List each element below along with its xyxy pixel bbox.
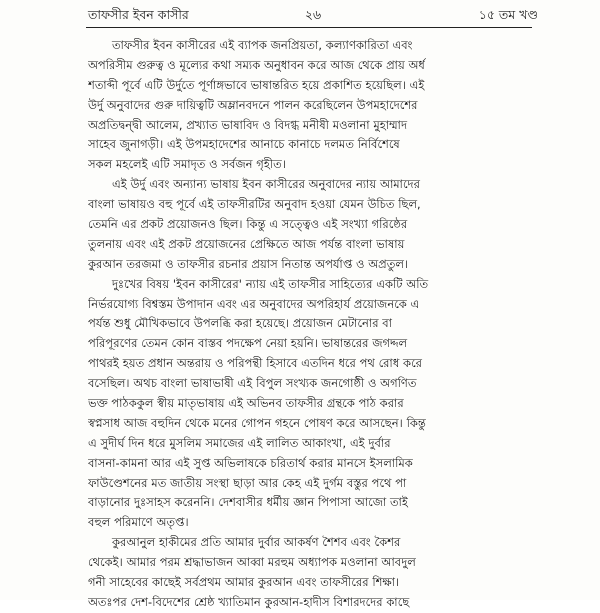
page-number: ২৬ xyxy=(304,7,322,22)
text-line: নির্ভরযোগ্য বিশ্বস্তম উপাদান এবং এর অনুবাদের অপরিহার্য প্রয়োজনকে এ xyxy=(88,297,420,311)
text-line: তুলনায় এবং এই প্রকট প্রয়োজনের প্রেক্ষিতে আজ পর্যন্ত বাংলা ভাষায় xyxy=(88,237,405,251)
text-line: উর্দু অনুবাদের গুরু দায়িত্বটি অম্লানবদনে পালন করেছিলেন উপমহাদেশের xyxy=(88,98,418,112)
text-line: ফাউণ্ডেশনের মত জাতীয় সংস্থা ছাড়া আর কেহ এই দুর্গম বস্তুর পথে পা xyxy=(88,476,407,490)
text-line: পর্যন্ত শুধু মৌখিকভাবে উপলব্ধি করা হয়েছে। প্রয়োজন মেটানোর বা xyxy=(88,317,393,331)
text-line: সকল মহলেই এটি সমাদৃত ও সর্বজন গৃহীত। xyxy=(88,158,286,172)
text-line: ভক্ত পাঠককুল স্বীয় মাতৃভাষায় এই অভিনব তাফসীর গ্রন্থকে পাঠ করার xyxy=(88,397,404,411)
text-line: পাথরই হয়ত প্রধান অন্তরায় ও পরিপন্থী হিসাবে এতদিন ধরে পথ রোধ করে xyxy=(88,357,423,371)
text-line: অপ্রতিদ্বন্দ্বী আলেম, প্রখ্যাত ভাষাবিদ ও বিদগ্ধ মনীষী মওলানা মুহাম্মাদ xyxy=(88,118,408,132)
text-line: শতাব্দী পূর্বে এটি উর্দুতে পূর্ণাঙ্গভাবে ভাষান্তরিত হয়ে প্রকাশিত হয়েছিল। এই xyxy=(88,78,425,92)
text-line: তেমনি এর প্রকট প্রয়োজনও ছিল। কিন্তু এ সত্ত্বেও এই সংখ্যা গরিষ্ঠের xyxy=(88,218,408,232)
text-line: থেকেই। আমার পরম শ্রদ্ধাভাজন আব্বা মরহুম অধ্যাপক মওলানা আবদুল xyxy=(88,556,416,570)
text-line: বহুল পরিমাণে অতৃপ্ত। xyxy=(88,516,189,530)
text-line: এ সুদীর্ঘ দিন ধরে মুসলিম সমাজের এই লালিত আকাংখা, এই দুর্বার xyxy=(88,436,391,450)
text-line: অতঃপর দেশ-বিদেশের শ্রেষ্ঠ খ্যাতিমান কুরআন-হাদীস বিশারদদের কাছে xyxy=(88,595,410,609)
text-line: অপরিসীম গুরুত্ব ও মূল্যের কথা সম্যক অনুধাবন করে আজ থেকে প্রায় অর্ধ xyxy=(88,58,425,72)
text-line: কুরআন তরজমা ও তাফসীর রচনার প্রয়াস নিতান্ত অপর্যাপ্ত ও অপ্রতুল। xyxy=(88,257,409,271)
text-line: তাফসীর ইবন কাসীরের এই ব্যাপক জনপ্রিয়তা, কল্যাণকারিতা এবং xyxy=(112,39,413,52)
text-line: দুঃখের বিষয় 'ইবন কাসীরের' ন্যায় এই তাফসীর সাহিত্যের একটি অতি xyxy=(112,277,429,291)
volume-label: ১৫ তম খণ্ড xyxy=(478,7,538,22)
text-line: গনী সাহেবের কাছেই সর্বপ্রথম আমার কুরআন এবং তাফসীরের শিক্ষা। xyxy=(88,576,400,590)
text-line: বসেছিল। অথচ বাংলা ভাষাভাষী এই বিপুল সংখ্যক জনগোষ্ঠী ও অগণিত xyxy=(88,377,417,391)
page-header xyxy=(88,4,538,26)
book-title: তাফসীর ইবন কাসীর xyxy=(88,7,189,22)
body-text xyxy=(88,36,532,613)
text-line: বাসনা-কামনা আর এই সুপ্ত অভিলাষকে চরিতার্থ করার মানসে ইসলামিক xyxy=(88,456,413,470)
text-line: বাড়ানোর দুঃসাহস করেননি। দেশবাসীর ধর্মীয় জ্ঞান পিপাসা আজো তাই xyxy=(88,496,408,510)
text-line: কুরআনুল হাকীমের প্রতি আমার দুর্বার আকর্ষণ শৈশব এবং কৈশর xyxy=(112,536,401,550)
text-line: পরিপূরণের তেমন কোন বাস্তব পদক্ষেপ নেয়া হয়নি। ভাষান্তরের জগদ্দল xyxy=(88,337,408,351)
text-line: সাহেব জুনাগড়ী। এই উপমহাদেশের আনাচে কানাচে দলমত নির্বিশেষে xyxy=(88,138,400,152)
header-rule xyxy=(86,27,532,28)
text-line: বাংলা ভাষায়ও বহু পূর্বে এই তাফসীরটির অনুবাদ হওয়া যেমন উচিত ছিল, xyxy=(88,198,421,212)
text-line: এই উর্দু এবং অন্যান্য ভাষায় ইবন কাসীরের অনুবাদের ন্যায় আমাদের xyxy=(112,178,420,192)
text-line: স্বপ্নসাধ আজ বহুদিন থেকে মনের গোপন গহনে পোষণ করে আসছেন। কিন্তু xyxy=(88,416,426,430)
